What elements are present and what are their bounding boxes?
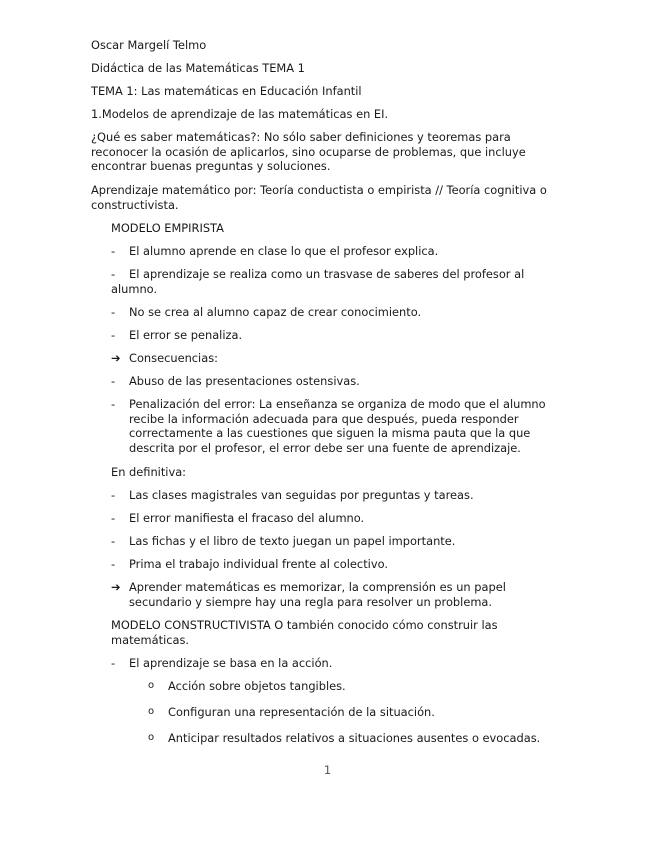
- dash-bullet: -: [111, 557, 116, 571]
- learning-paragraph: Aprendizaje matemático por: Teoría conductista o empirista // Teoría cognitiva o constructivista.: [91, 183, 547, 212]
- definitive-label: En definitiva:: [111, 465, 187, 479]
- list-item-text: No se crea al alumno capaz de crear conocimiento.: [129, 305, 422, 319]
- sub-list-item-text: Anticipar resultados relativos a situaciones ausentes o evocadas.: [168, 731, 541, 745]
- dash-bullet: -: [111, 267, 116, 281]
- author-line: Oscar Margelí Telmo: [91, 38, 207, 52]
- list-item: [111, 511, 571, 526]
- sub-list-item: [148, 679, 568, 694]
- sub-list-item: [148, 705, 568, 720]
- list-item-text: El error manifiesta el fracaso del alumno.: [129, 511, 365, 525]
- list-item: [111, 244, 571, 259]
- circle-bullet-icon: o: [148, 680, 155, 691]
- right-arrow-icon: ➔: [111, 351, 121, 365]
- sub-list-item: [148, 731, 568, 746]
- list-item: [111, 397, 571, 455]
- theme-title: TEMA 1: Las matemáticas en Educación Infantil: [91, 84, 362, 98]
- sub-list-item-text: Configuran una representación de la situación.: [168, 705, 435, 719]
- list-item-text: El aprendizaje se basa en la acción.: [129, 656, 333, 670]
- list-item-text: Las clases magistrales van seguidas por preguntas y tareas.: [129, 488, 474, 502]
- sub-list-item-text: Acción sobre objetos tangibles.: [168, 679, 346, 693]
- list-item: [111, 557, 571, 572]
- dash-bullet: -: [111, 328, 116, 342]
- consequences-label: Consecuencias:: [129, 351, 218, 365]
- list-item-text: El error se penaliza.: [129, 328, 243, 342]
- list-item-text: El aprendizaje se realiza como un trasvase de saberes del profesor al alumno.: [111, 267, 525, 296]
- page-number: 1: [323, 763, 332, 777]
- list-item: [111, 328, 571, 343]
- conclusion-text: Aprender matemáticas es memorizar, la comprensión es un papel secundario y siempre hay una regla para resolver un problema.: [129, 580, 506, 609]
- list-item: [111, 305, 571, 320]
- list-item-text: Prima el trabajo individual frente al colectivo.: [129, 557, 388, 571]
- list-item: [111, 374, 571, 389]
- list-item-text: Penalización del error: La enseñanza se organiza de modo que el alumno recibe la información adecuada para que después, pueda responder correctamente a las cuestiones que siguen la misma pauta que la que descrita por el profesor, el error debe ser una fuente de aprendizaje.: [129, 397, 546, 455]
- list-item-text: Abuso de las presentaciones ostensivas.: [129, 374, 360, 388]
- constructivist-heading: MODELO CONSTRUCTIVISTA O también conocido cómo construir las matemáticas.: [111, 618, 498, 647]
- dash-bullet: -: [111, 511, 116, 525]
- dash-bullet: -: [111, 374, 116, 388]
- dash-bullet: -: [111, 305, 116, 319]
- dash-bullet: -: [111, 397, 116, 411]
- dash-bullet: -: [111, 534, 116, 548]
- subject-line: Didáctica de las Matemáticas TEMA 1: [91, 61, 305, 75]
- consequences-item: [111, 351, 571, 366]
- empirical-heading: MODELO EMPIRISTA: [111, 221, 224, 235]
- circle-bullet-icon: o: [148, 706, 155, 717]
- conclusion-item: [111, 580, 571, 609]
- bold-right-arrow-icon: ➔: [111, 580, 121, 594]
- dash-bullet: -: [111, 656, 116, 670]
- list-item-text: El alumno aprende en clase lo que el profesor explica.: [129, 244, 439, 258]
- dash-bullet: -: [111, 488, 116, 502]
- section-heading: 1.Modelos de aprendizaje de las matemáticas en EI.: [91, 107, 389, 121]
- list-item-text: Las fichas y el libro de texto juegan un papel importante.: [129, 534, 456, 548]
- list-item: [111, 488, 571, 503]
- list-item: [111, 534, 571, 549]
- list-item: [111, 656, 571, 671]
- intro-paragraph: ¿Qué es saber matemáticas?: No sólo saber definiciones y teoremas para reconocer la ocasión de aplicarlos, sino ocuparse de problemas, que incluye encontrar buenas preguntas y soluciones.: [91, 130, 526, 173]
- circle-bullet-icon: o: [148, 732, 155, 743]
- list-item: [111, 267, 571, 296]
- dash-bullet: -: [111, 244, 116, 258]
